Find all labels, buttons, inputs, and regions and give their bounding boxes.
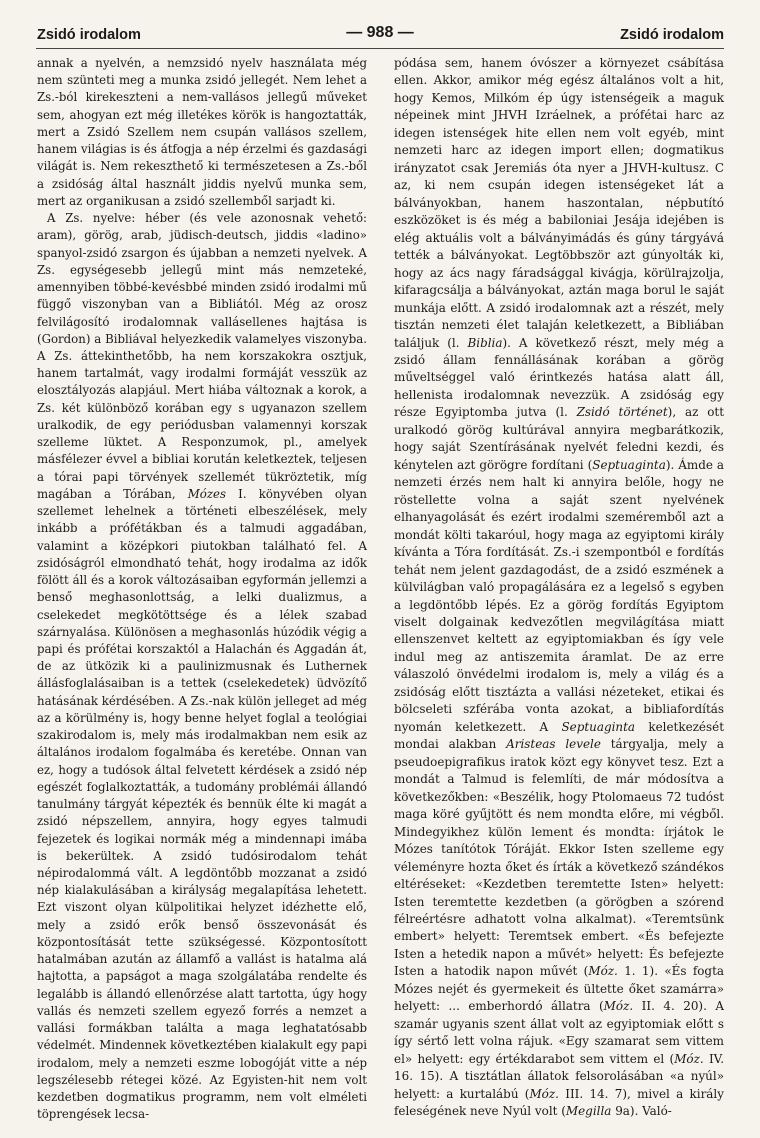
italic-reference: Móz. — [588, 964, 618, 979]
paragraph: pódása sem, hanem óvószer a környezet csábítása ellen. Akkor, amikor még egész általános volt a hit, hogy Kemos, Milkóm ép úgy istenségeik a maguk népeinek mint JHVH Izráelnek, a prófétai harc az idegen istenségek hite ellen nem volt egyéb, mint nemzeti harc az idegen import ellen; dogmatikus irányzatot csak Jeremiás óta nyer a JHVH-kultusz. C az, ki nem csupán idegen istenségeket lát a bálványokban, hanem haszontalan, népbutító eszközöket is és még a babiloniai Jesája idejében is elég aktuális volt a bálványimádás és gúny tárgyává tették a bálványokat. Legtöbbször azt gúnyolták ki, hogy az ács nagy fáradsággal kivágja, körülrajzolja, kifaragcsálja a bálványokat, aztán maga borul le saját munkája előtt. A zsidó irodalomnak azt a részét, mely tisztán nemzeti élet talaján keletkezett, a Bibliában találjuk (l. Biblia). A következő részt, mely még a zsidó állam fennállásának korában a görög műveltséggel való érintkezés hatása alatt áll, hellenista irodalomnak nevezzük. A zsidóság egy része Egyiptomba jutva (l. Zsidó történet), az ott uralkodó görög kultúrával annyira megbarátkozik, hogy saját Szentírásának nyelvét feledni kezdi, és kénytelen azt görögre fordítani (Septuaginta). Ámde a nemzeti érzés nem halt ki annyira belőle, hogy ne röstellette volna a saját szent nyelvének elhanyagolását és ezért irodalmi szeméremből azt a mondát költi takaróul, hogy maga az egyiptomi király kívánta a Tóra fordítását. Zs.-i szempontból e fordítás tehát nem jelent gazdagodást, de a zsidó eszmének a külvilágban való propagálására ez a legelső s egyben a legdöntőbb lépés. Ez a görög fordítás Egyiptom viselt dolgainak kedvezőtlen megvilágítása miatt ellenszenvet keltett az egyiptomiakban és így vele indul meg az antiszemita áramlat. De az erre válaszoló önvédelmi irodalom is, mely a világ és a zsidóság előtt tisztázta a vallási nézeteket, etikai és bölcseleti szférába vonta azokat, a bibliafordítás nyomán keletkezett. A Septuaginta keletkezését mondai alakban Aristeas levele tárgyalja, mely a pseudoepigrafikus iratok közt egy könyvet tesz. Ezt a mondát a Talmud is felemlíti, de már módosítva a következőkben: «Beszélik, hogy Ptolomaeus 72 tudóst maga köré gyűjtött és nem mondta előre, mi végből. Mindegyikhez külön lement és mondta: írjátok le Mózes tanítótok Tóráját. Ekkor Isten szelleme egy véleményre hozta őket és írták a következő szándékos eltéréseket: «Kezdetben teremtette Isten» helyett: Isten teremtette kezdetben (a görögben a szórend félreértésre adhatott volna alkalmat). «Teremtsünk embert» helyett: Teremtsek embert. «És befejezte Isten a hetedik napon a művét» helyett: És befejezte Isten a hatodik napon művét (Móz. 1. 1). «És fogta Mózes nejét és gyermekeit és ültette őket szamárra» helyett: ... emberhordó állatra (Móz. II. 4. 20). A szamár ugyanis szent állat volt az egyiptomiak előtt s így sértő lett volna rájuk. «Egy szamarat sem vittem el» helyett: egy értékdarabot sem vittem el (Móz. IV. 16. 15). A tisztátlan állatok felsorolásában «a nyúl» helyett: a kurtalábú (Móz. III. 14. 7), mivel a király feleségének neve Nyúl volt (Megilla 9a). Való- — [394, 56, 725, 1119]
italic-reference: Biblia — [467, 335, 503, 350]
paragraph: annak a nyelvén, a nemzsidó nyelv használata még nem szünteti meg a munka zsidó jellegét. Nem lehet a Zs.-ból kirekeszteni a nem-vallásos jellegű műveket sem, ahogyan ezt még illetékes körök is hangoztatták, mert a Zsidó Szellem nem csupán vallásos szellem, hanem világias is és átfogja a nép érzelmi és gazdasági világát is. Nem rekeszthető ki természetesen a Zs.-ből a zsidóság által használt jiddis nyelvű munka sem, mert az organikusan a zsidó szellemből sarjadt ki. — [37, 56, 367, 208]
text-column-left — [37, 55, 367, 1124]
italic-reference: Móz. — [529, 1086, 559, 1101]
header-rule — [36, 48, 724, 49]
running-header-right: Zsidó irodalom — [620, 27, 724, 43]
italic-reference: Megilla — [565, 1104, 612, 1119]
paragraph: A Zs. nyelve: héber (és vele azonosnak vehető: aram), görög, arab, jüdisch-deutsch, jiddis «ladino» spanyol-zsidó zsargon és újabban a nemzeti nyelvek. A Zs. egységesebb jellegű mint más nemzeteké, amennyiben többé-kevésbbé minden zsidó irodalmi mű függő viszonyban van a Bibliától. Még az orosz felvilágosító irodalomnak vallásellenes hajtása is (Gordon) a Bibliával helyezkedik valamelyes viszonyba. A Zs. áttekinthetőbb, ha nem korszakokra osztjuk, hanem tartalmát, vagy irodalmi formáját vesszük az elosztályozás alapjául. Mert hiába változnak a korok, a Zs. két különböző korában egy s ugyanazon szellem uralkodik, de egy periódusban valamennyi korszak szelleme lüktet. A Responzumok, pl., amelyek másfélezer évvel a bibliai korután keletkeztek, teljesen a tórai papi törvények szellemét tükröztetik, míg magában a Tórában, Mózes I. könyvében olyan szellemet lehelnek a történeti elbeszélések, mely inkább a prófétákban és a talmudi aggadában, valamint a középkori piutokban található fel. A zsidóságról elmondható tehát, hogy irodalma az idők fölött áll és a korok változásaiban egyformán jellemzi a benső meghasonlottság, a lelki dualizmus, a cselekedet megkötöttsége és a lélek szabad szárnyalása. Különösen a meghasonlás húzódik végig a papi és prófétai korszaktól a Halachán és Aggadán át, de az ütközik ki a paulinizmusnak és Luthernek állásfoglalásaiban is a tettek (cselekedetek) üdvözítő hatásának kérdésében. A Zs.-nak külön jelleget ad még az a körülmény is, hogy benne helyet foglal a teológiai szakirodalom is, mely más irodalmakban nem esik az általános irodalom fogalmába és keretébe. Onnan van ez, hogy a tudósok által felvetett kérdések a zsidó nép egészét foglalkoztatták, a tudomány problémái állandó tanulmány tárgyát képezték és bennük élte ki magát a zsidó népszellem, annyira, hogy egyes talmudi fejezetek és logikai normák még a mindennapi imába is bekerültek. A zsidó tudósirodalom tehát népirodalommá vált. A legdöntőbb mozzanat a zsidó nép kialakulásában a királyság megalapítása lehetett. Ezt viszont olyan külpolitikai helyzet idézhette elő, mely a zsidó erők benső összevonását és központosítását tette szükségessé. Központosított hatalmában azután az államfő a vallást is hatalma alá hajtotta, a papságot a maga szolgálatába rendelte és legalább is állandó ellenőrzése alatt tartotta, úgy hogy vallás és nemzeti szellem egyező forrés a nemzet a vallási formákban találta a maga leghatatósabb védelmét. Mindennek következtében kialakult egy papi irodalom, mely a nemzeti eszme lobogóját vitte a nép legszélesebb rétegei közé. Az Egyisten-hit nem volt kezdetben dogmatikus programm, nem volt elméleti töprengések lecsa- — [37, 211, 367, 1122]
running-header-left: Zsidó irodalom — [37, 27, 141, 43]
italic-reference: Móz. — [674, 1051, 704, 1066]
text-column-right — [394, 55, 724, 1121]
italic-reference: Septuaginta — [592, 457, 666, 472]
italic-reference: Aristeas levele — [506, 737, 601, 752]
page-number: — 988 — — [346, 24, 414, 41]
italic-reference: Septuaginta — [561, 719, 636, 734]
italic-reference: Zsidó történet — [576, 405, 668, 420]
italic-reference: Mózes — [187, 486, 227, 501]
italic-reference: Móz. — [603, 999, 634, 1014]
